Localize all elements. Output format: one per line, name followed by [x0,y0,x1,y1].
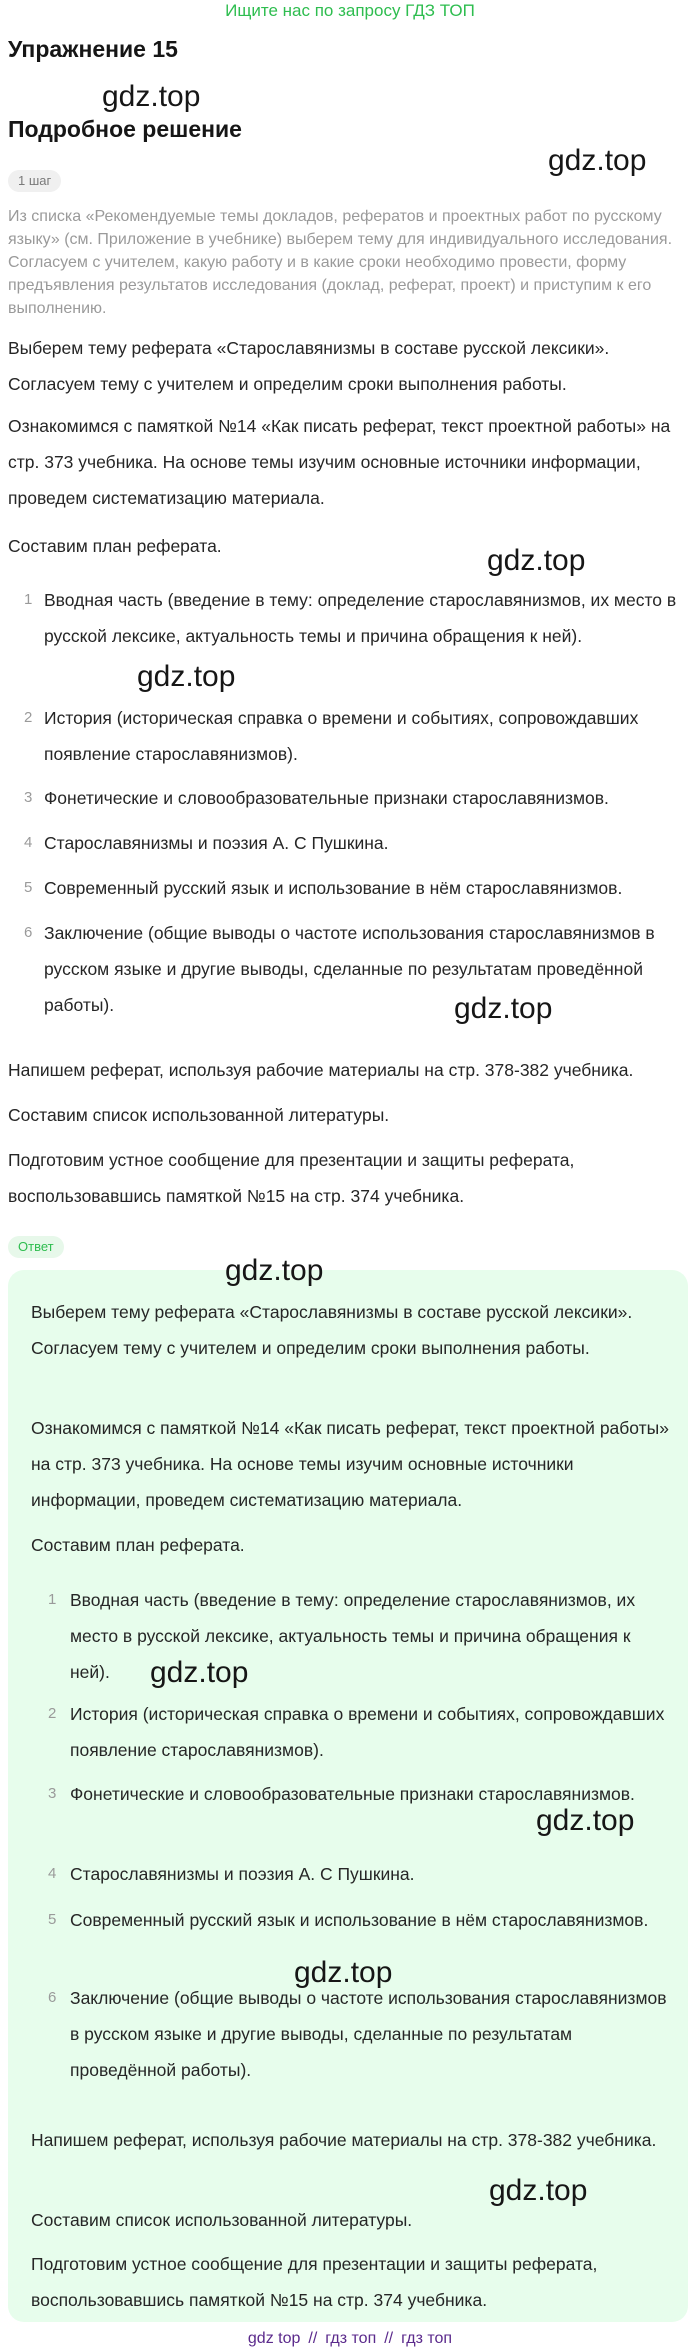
solution-paragraph: Подготовим устное сообщение для презентации и защиты реферата, воспользовавшись памяткой №15 на стр. 374 учебника. [8,1150,575,1206]
step-description: Согласуем с учителем, какую работу и в какие сроки необходимо провести, форму предъявления результатов исследования (доклад, реферат, проект) и приступим к его выполнению. [8,254,652,317]
list-item-text: Вводная часть (введение в тему: определение старославянизмов, их место в русской лексике, актуальность темы и причина обращения к ней). [70,1590,636,1682]
answer-paragraph: Составим план реферата. [31,1535,245,1555]
footer-separator: // [384,2330,394,2347]
page-title: Упражнение 15 [8,36,178,62]
list-item-number: 3 [48,1785,57,1802]
list-item-text: Фонетические и словообразовательные признаки старославянизмов. [70,1784,635,1804]
watermark: gdz.top [137,660,236,693]
list-item-number: 1 [48,1591,57,1608]
solution-paragraph: Выберем тему реферата «Старославянизмы в составе русской лексики». Согласуем тему с учителем и определим сроки выполнения работы. [8,338,610,394]
list-item-number: 4 [48,1865,57,1882]
footer-links [0,2328,700,2350]
list-item-text: Фонетические и словообразовательные признаки старославянизмов. [44,788,609,808]
step-description: Из списка «Рекомендуемые темы докладов, рефератов и проектных работ по русскому языку» (см. Приложение в учебнике) выберем тему для индивидуального исследования. [8,208,673,248]
list-item-number: 1 [24,591,33,608]
section-title: Подробное решение [8,116,242,142]
list-item-number: 2 [24,709,33,726]
solution-paragraph: Составим план реферата. [8,536,222,556]
list-item-text: Современный русский язык и использование в нём старославянизмов. [70,1910,649,1930]
solution-paragraph: Напишем реферат, используя рабочие материалы на стр. 378-382 учебника. [8,1060,634,1080]
list-item-number: 5 [48,1911,57,1928]
watermark: gdz.top [548,144,647,177]
answer-paragraph: Ознакомимся с памяткой №14 «Как писать реферат, текст проектной работы» на стр. 373 учебника. На основе темы изучим основные источники информации, проведем систематизацию материала. [31,1418,669,1510]
list-item-text: Старославянизмы и поэзия А. С Пушкина. [70,1864,415,1884]
solution-paragraph: Ознакомимся с памяткой №14 «Как писать реферат, текст проектной работы» на стр. 373 учебника. На основе темы изучим основные источники информации, проведем систематизацию материала. [8,416,671,508]
list-item-text: История (историческая справка о времени и событиях, сопровождавших появление старославянизмов). [70,1704,665,1760]
watermark: gdz.top [294,1956,393,1989]
watermark: gdz.top [454,992,553,1025]
list-item-text: Старославянизмы и поэзия А. С Пушкина. [44,833,389,853]
answer-paragraph: Выберем тему реферата «Старославянизмы в составе русской лексики». Согласуем тему с учителем и определим сроки выполнения работы. [31,1302,633,1358]
list-item-text: История (историческая справка о времени и событиях, сопровождавших появление старославянизмов). [44,708,639,764]
answer-badge: Ответ [8,1236,64,1258]
list-item-number: 4 [24,834,33,851]
footer-link[interactable]: гдз топ [325,2330,377,2347]
watermark: gdz.top [536,1804,635,1837]
list-item-number: 6 [48,1989,57,2006]
watermark: gdz.top [150,1656,249,1689]
footer-link[interactable]: gdz top [247,2330,301,2347]
solution-paragraph: Составим список использованной литературы. [8,1105,390,1125]
list-item-text: Вводная часть (введение в тему: определение старославянизмов, их место в русской лексике, актуальность темы и причина обращения к ней). [44,590,677,646]
footer-link[interactable]: гдз топ [401,2330,453,2347]
watermark: gdz.top [489,2174,588,2207]
list-item-number: 2 [48,1705,57,1722]
list-item-text: Современный русский язык и использование в нём старославянизмов. [44,878,623,898]
search-promo-banner[interactable]: Ищите нас по запросу ГДЗ ТОП [225,1,475,20]
answer-paragraph: Напишем реферат, используя рабочие материалы на стр. 378-382 учебника. [31,2130,657,2150]
step-badge: 1 шаг [8,170,61,192]
list-item-number: 5 [24,879,33,896]
watermark: gdz.top [487,544,586,577]
footer-separator: // [308,2330,318,2347]
answer-paragraph: Подготовим устное сообщение для презентации и защиты реферата, воспользовавшись памяткой №15 на стр. 374 учебника. [31,2254,598,2310]
answer-paragraph: Составим список использованной литературы. [31,2210,413,2230]
list-item-number: 6 [24,924,33,941]
list-item-text: Заключение (общие выводы о частоте использования старославянизмов в русском языке и другие выводы, сделанные по результатам проведённой работы). [44,923,655,1015]
list-item-number: 3 [24,789,33,806]
watermark: gdz.top [225,1254,324,1287]
watermark: gdz.top [102,80,201,113]
list-item-text: Заключение (общие выводы о частоте использования старославянизмов в русском языке и другие выводы, сделанные по результатам проведённой работы). [70,1988,667,2080]
